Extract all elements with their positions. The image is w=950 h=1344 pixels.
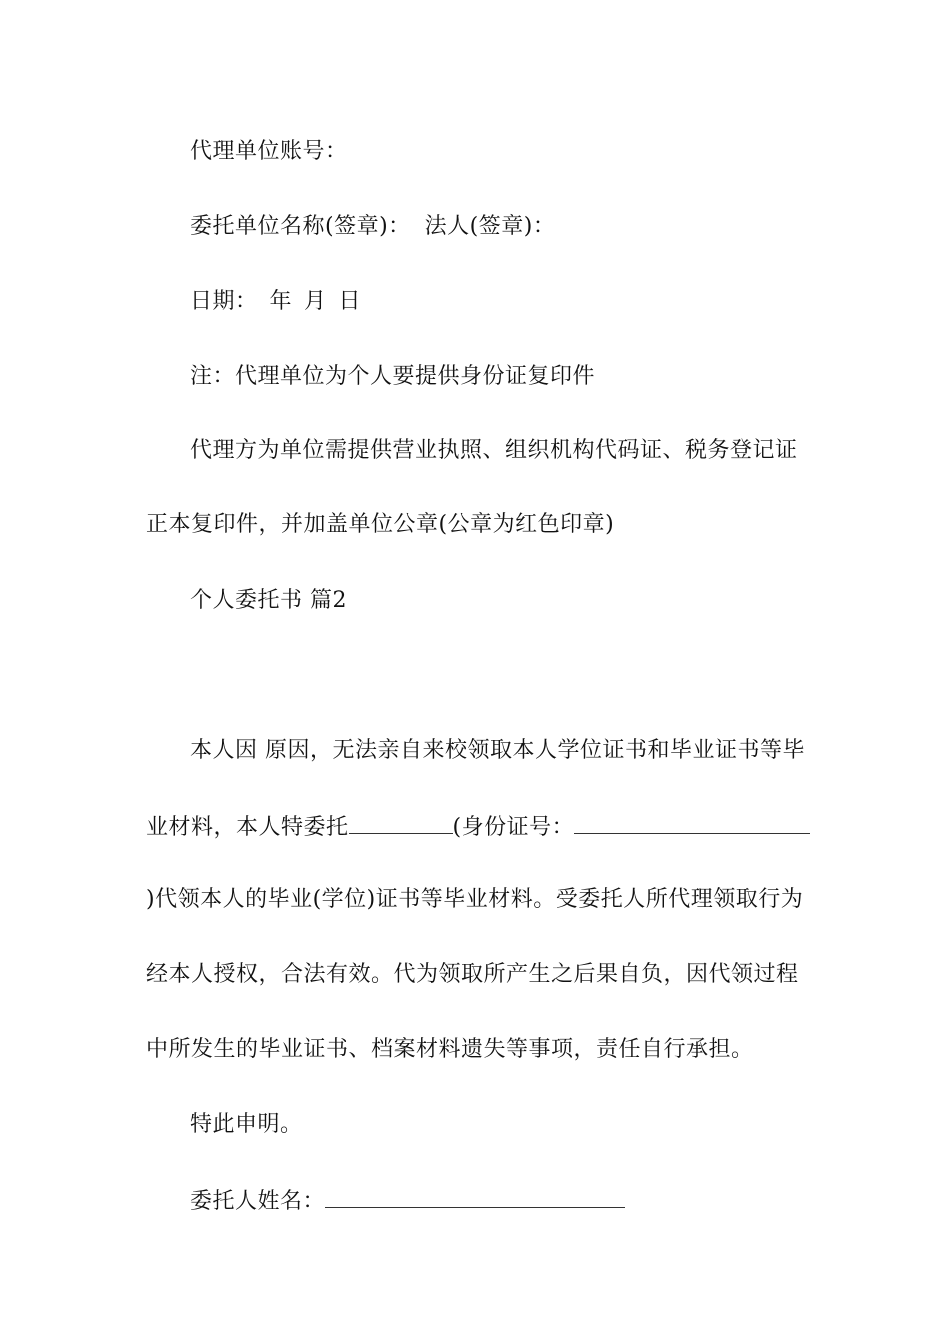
principal-name-line xyxy=(190,212,555,242)
body-text-1a: 本人因 原因，无法亲自来校领取本人学位证书和毕业证书等毕 xyxy=(190,738,805,763)
note-text-2a: 代理方为单位需提供营业执照、组织机构代码证、税务登记证 xyxy=(190,438,798,463)
date-day: 日 xyxy=(338,289,362,314)
note-line-1 xyxy=(190,362,595,392)
legal-person-label: 法人(签章)： xyxy=(424,214,556,239)
principal-signature-line xyxy=(190,1185,625,1217)
body-text-1d: 经本人授权，合法有效。代为领取所产生之后果自负，因代领过程 xyxy=(146,962,799,987)
agent-account-label: 代理单位账号： xyxy=(190,139,348,164)
declaration-line xyxy=(190,1110,303,1140)
section-title xyxy=(190,586,347,616)
body-line-1a xyxy=(190,736,805,766)
body-text-1c: )代领本人的毕业(学位)证书等毕业材料。受委托人所代理领取行为 xyxy=(146,887,804,912)
date-label: 日期： xyxy=(190,289,258,314)
principal-signature-label: 委托人姓名： xyxy=(190,1189,326,1214)
principal-name-blank xyxy=(325,1185,625,1208)
note-text-2b: 正本复印件，并加盖单位公章(公章为红色印章) xyxy=(146,512,615,537)
date-month: 月 xyxy=(304,289,327,314)
body-line-1c xyxy=(146,885,803,915)
declaration-text: 特此申明。 xyxy=(190,1112,303,1137)
note-line-2b xyxy=(146,510,614,540)
body-line-1b xyxy=(146,811,810,843)
body-text-1b-pre: 业材料，本人特委托 xyxy=(146,815,349,840)
note-text-1: 注：代理单位为个人要提供身份证复印件 xyxy=(190,364,596,389)
id-number-blank xyxy=(574,811,810,834)
note-line-2a xyxy=(190,436,798,466)
body-text-1b-mid: (身份证号： xyxy=(452,815,575,840)
agent-account-line xyxy=(190,137,348,167)
agent-name-blank xyxy=(349,811,453,834)
date-year: 年 xyxy=(269,289,293,314)
body-line-1e xyxy=(146,1035,754,1065)
principal-name-label: 委托单位名称(签章)： xyxy=(190,214,411,239)
body-line-1d xyxy=(146,960,799,990)
date-line xyxy=(190,287,361,317)
section-title-text: 个人委托书 篇2 xyxy=(190,588,347,613)
body-text-1e: 中所发生的毕业证书、档案材料遗失等事项，责任自行承担。 xyxy=(146,1037,754,1062)
